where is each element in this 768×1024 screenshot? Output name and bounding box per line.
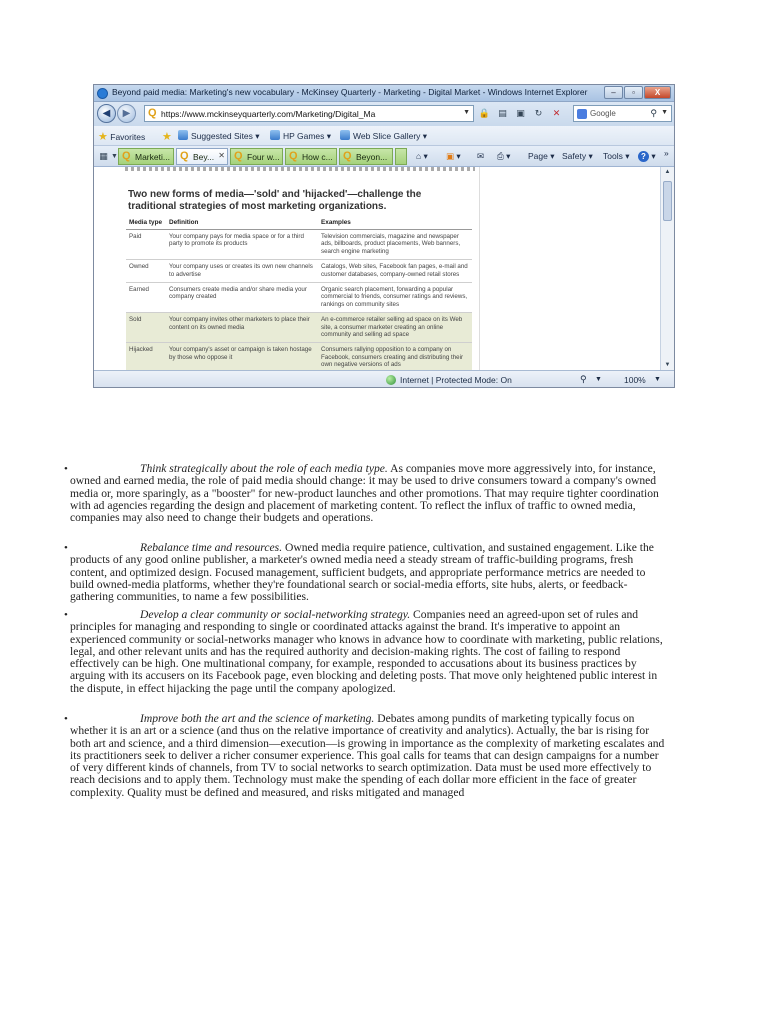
list-item [64, 462, 670, 542]
exhibit-panel [118, 167, 480, 370]
examples-cell: Catalogs, Web sites, Facebook fan pages, e-mail and customer databases, company-owned retail stores [318, 260, 472, 283]
tab-favicon-icon: Q [289, 150, 298, 162]
zoom-dropdown-icon[interactable]: ▼ [654, 376, 661, 383]
close-button[interactable]: X [644, 86, 671, 99]
definition-cell: Your company uses or creates its own new channels to advertise [166, 260, 318, 283]
search-icon[interactable]: ⚲ [650, 108, 657, 118]
internet-zone-icon [386, 375, 396, 385]
examples-cell: Organic search placement, forwarding a popular commercial to friends, consumer ratings and reviews, rankings on community sites [318, 283, 472, 313]
tab-favicon-icon: Q [180, 150, 189, 162]
suggested-sites-link[interactable] [178, 130, 260, 142]
web-slice-icon [340, 130, 350, 140]
definition-cell: Your company pays for media space or for a third party to promote its products [166, 230, 318, 260]
page-viewport [94, 167, 674, 370]
column-header: Definition [166, 217, 318, 230]
zoom-options-dropdown-icon[interactable]: ▼ [595, 376, 602, 383]
tab-marketing[interactable] [118, 148, 174, 165]
rss-small-icon[interactable]: ▣ [516, 108, 525, 118]
address-url: https://www.mckinseyquarterly.com/Marketing/Digital_Ma [161, 109, 376, 119]
bullet-lead: Improve both the art and the science of marketing. [140, 712, 375, 725]
back-button[interactable]: ◀ [97, 104, 116, 123]
web-slice-label: Web Slice Gallery ▾ [353, 131, 428, 141]
bullet-body: Owned media require patience, cultivation, and sustained engagement. Like the products of any good online publisher, a marketer's owned media need a steady stream of traffic-building programs, fresh content, and optimized design. Focused management, sufficient budgets, and appropriate performance metrics are needed to build owned-media platforms, whether they're foundational search or social-media efforts, site hubs, alerts, or feedback-gathering communities, to name a few possibilities. [70, 541, 654, 604]
table-header-row [126, 217, 472, 230]
column-header: Media type [126, 217, 166, 230]
bullet-icon: • [64, 609, 68, 621]
ie-logo-icon [97, 88, 108, 99]
forward-button[interactable]: ▶ [117, 104, 136, 123]
definition-cell: Your company's asset or campaign is taken hostage by those who oppose it [166, 343, 318, 373]
tab-favicon-icon: Q [343, 150, 352, 162]
table-row [126, 283, 472, 313]
bullet-body: Debates among pundits of marketing typically focus on whether it is an art or a science (and thus on the relative importance of creativity and analytics). Actually, the bar is rising for both art and science, and a third dimension—execution—is growing in importance as the complexity of marketing escalates and its practitioners seek to deliver a richer consumer experience. This goal calls for teams that can design campaigns for a number of very different kinds of channels, from TV to social networks to search optimization. Data must be used more effectively to reach decisions and to apply them. Technology must make the spending of each dollar more efficient in the face of greater complexity. Quality must be defined and measured, and risks mitigated and managed [70, 712, 665, 799]
read-mail-icon[interactable]: ✉ [477, 151, 485, 161]
column-header: Examples [318, 217, 472, 230]
tab-label: Four w... [247, 152, 280, 162]
bullet-body: As companies move more aggressively into, for instance, owned and earned media, the role of paid media should change: it may be used to drive consumers toward a company's owned media or, more sparingly, as a "booster" for new-product launches and other promotions. That may require tighter coordination with ad agencies regarding the design and placement of marketing content. To reflect the influx of traffic to owned media, companies may also need to change their budgets and operations. [70, 462, 659, 525]
scroll-down-icon[interactable]: ▼ [664, 362, 671, 368]
favorites-label: Favorites [110, 132, 146, 142]
scrollbar-thumb[interactable] [663, 181, 672, 221]
scroll-up-icon[interactable]: ▲ [664, 169, 671, 175]
browser-screenshot [93, 84, 675, 388]
vertical-scrollbar[interactable] [660, 167, 674, 370]
tab-label: Marketi... [135, 152, 170, 162]
quick-tabs-icon[interactable]: ▦ [99, 151, 108, 161]
bullet-lead: Rebalance time and resources. [140, 541, 283, 554]
bullet-icon: • [64, 713, 68, 725]
minimize-button[interactable]: – [604, 86, 623, 99]
hp-games-icon [270, 130, 280, 140]
help-button[interactable]: ? ▾ [638, 151, 656, 162]
help-icon: ? [638, 151, 649, 162]
address-bar-row [94, 102, 674, 126]
bullet-icon: • [64, 463, 68, 475]
stop-icon[interactable]: ✕ [552, 108, 561, 118]
bullet-lead: Think strategically about the role of each media type. [140, 462, 388, 475]
tab-label: Beyon... [356, 152, 388, 162]
tools-menu[interactable]: Tools ▾ [603, 151, 630, 161]
tab-close-icon[interactable]: ✕ [218, 151, 225, 160]
tab-favicon-icon: Q [122, 150, 131, 162]
search-placeholder: Google [590, 109, 616, 118]
zoom-icon[interactable]: ⚲ [580, 374, 587, 384]
home-icon[interactable]: ⌂ ▾ [416, 151, 428, 161]
table-row-highlighted [126, 343, 472, 373]
web-slice-gallery-link[interactable] [340, 130, 427, 142]
bullet-body: Companies need an agreed-upon set of rules and principles for managing and responding to single or coordinated attacks against the brand. It's imperative to appoint an experienced community or social-networks manager who knows in advance how to coordinate with marketing, public relations, legal, and other relevant units and has the required authority and decision-making rights. The cost of failing to respond effectively can be high. One multinational company, for example, responded to accusations about its business practices by arguing with its accusers on its Facebook page, even blocking and deleting posts. That move only heightened public interest in the dispute, in effect hijacking the page until the company apologized. [70, 608, 663, 695]
definition-cell: Your company invites other marketers to place their content on its owned media [166, 313, 318, 343]
hp-games-link[interactable] [270, 130, 331, 142]
tab-label: How c... [302, 152, 333, 162]
suggested-sites-label: Suggested Sites ▾ [191, 131, 260, 141]
refresh-icon[interactable]: ↻ [534, 108, 543, 118]
protected-mode-status[interactable]: Internet | Protected Mode: On [400, 375, 512, 385]
examples-cell: Consumers rallying opposition to a company on Facebook, consumers creating and distributing their own negative versions of ads [318, 343, 472, 373]
list-item [64, 712, 670, 799]
examples-cell: Television commercials, magazine and newspaper ads, billboards, product placements, Web banners, search engine marketing [318, 230, 472, 260]
restore-button[interactable]: ▫ [624, 86, 643, 99]
search-dropdown-icon[interactable]: ▼ [661, 109, 668, 116]
hp-games-label: HP Games ▾ [283, 131, 332, 141]
tab-beyond-active[interactable] [176, 148, 228, 165]
favorites-star-icon: ★ [98, 131, 108, 143]
media-types-table [126, 217, 472, 374]
window-titlebar [94, 85, 674, 102]
tab-list-dropdown-icon[interactable]: ▼ [111, 153, 118, 160]
table-row [126, 260, 472, 283]
examples-cell: An e-commerce retailer selling ad space on its Web site, a consumer marketer creating an online community and selling ad space [318, 313, 472, 343]
definition-cell: Consumers create media and/or share media your company created [166, 283, 318, 313]
media-type-cell: Paid [126, 230, 166, 260]
media-type-cell: Sold [126, 313, 166, 343]
favorites-button[interactable] [98, 130, 145, 143]
favorites-bar [94, 126, 674, 146]
cropped-header [125, 167, 475, 171]
list-item [64, 541, 670, 609]
more-commands-icon[interactable]: » [664, 148, 669, 158]
status-bar [94, 370, 674, 388]
bullet-list [64, 462, 670, 799]
tab-favicon-icon: Q [234, 150, 243, 162]
add-favorite-icon[interactable]: ★ [162, 131, 172, 143]
address-input[interactable] [144, 105, 474, 122]
exhibit-title: Two new forms of media—'sold' and 'hijacked'—challenge the traditional strategies of most marketing organizations. [128, 189, 422, 212]
rss-feed-icon[interactable]: ▣ ▾ [446, 151, 461, 161]
bullet-lead: Develop a clear community or social-networking strategy. [140, 608, 411, 621]
site-favicon-icon: Q [148, 107, 157, 119]
safety-menu[interactable]: Safety ▾ [562, 151, 593, 161]
media-type-cell: Owned [126, 260, 166, 283]
page-menu[interactable]: Page ▾ [528, 151, 555, 161]
new-tab-button[interactable] [395, 148, 407, 165]
google-icon [577, 109, 587, 119]
tab-beyond[interactable] [339, 148, 393, 165]
list-item [64, 608, 670, 713]
media-type-cell: Earned [126, 283, 166, 313]
tab-bar [94, 146, 674, 167]
suggested-sites-icon [178, 130, 188, 140]
search-input[interactable] [573, 105, 672, 122]
zoom-level[interactable]: 100% [624, 375, 646, 385]
table-row [126, 230, 472, 260]
compatibility-icon[interactable]: ▤ [498, 108, 507, 118]
bullet-icon: • [64, 542, 68, 554]
print-icon[interactable]: ⎙ ▾ [497, 151, 511, 161]
window-controls [604, 86, 671, 99]
media-type-cell: Hijacked [126, 343, 166, 373]
window-title: Beyond paid media: Marketing's new vocabulary - McKinsey Quarterly - Marketing - Digital Market - Windows Internet Explorer [112, 87, 588, 97]
tab-four-ways[interactable] [230, 148, 283, 165]
tab-label: Bey... [193, 152, 215, 162]
lock-icon[interactable]: 🔒 [478, 108, 491, 118]
table-row-highlighted [126, 313, 472, 343]
address-dropdown-icon[interactable]: ▼ [463, 109, 470, 116]
tab-how-c[interactable] [285, 148, 337, 165]
